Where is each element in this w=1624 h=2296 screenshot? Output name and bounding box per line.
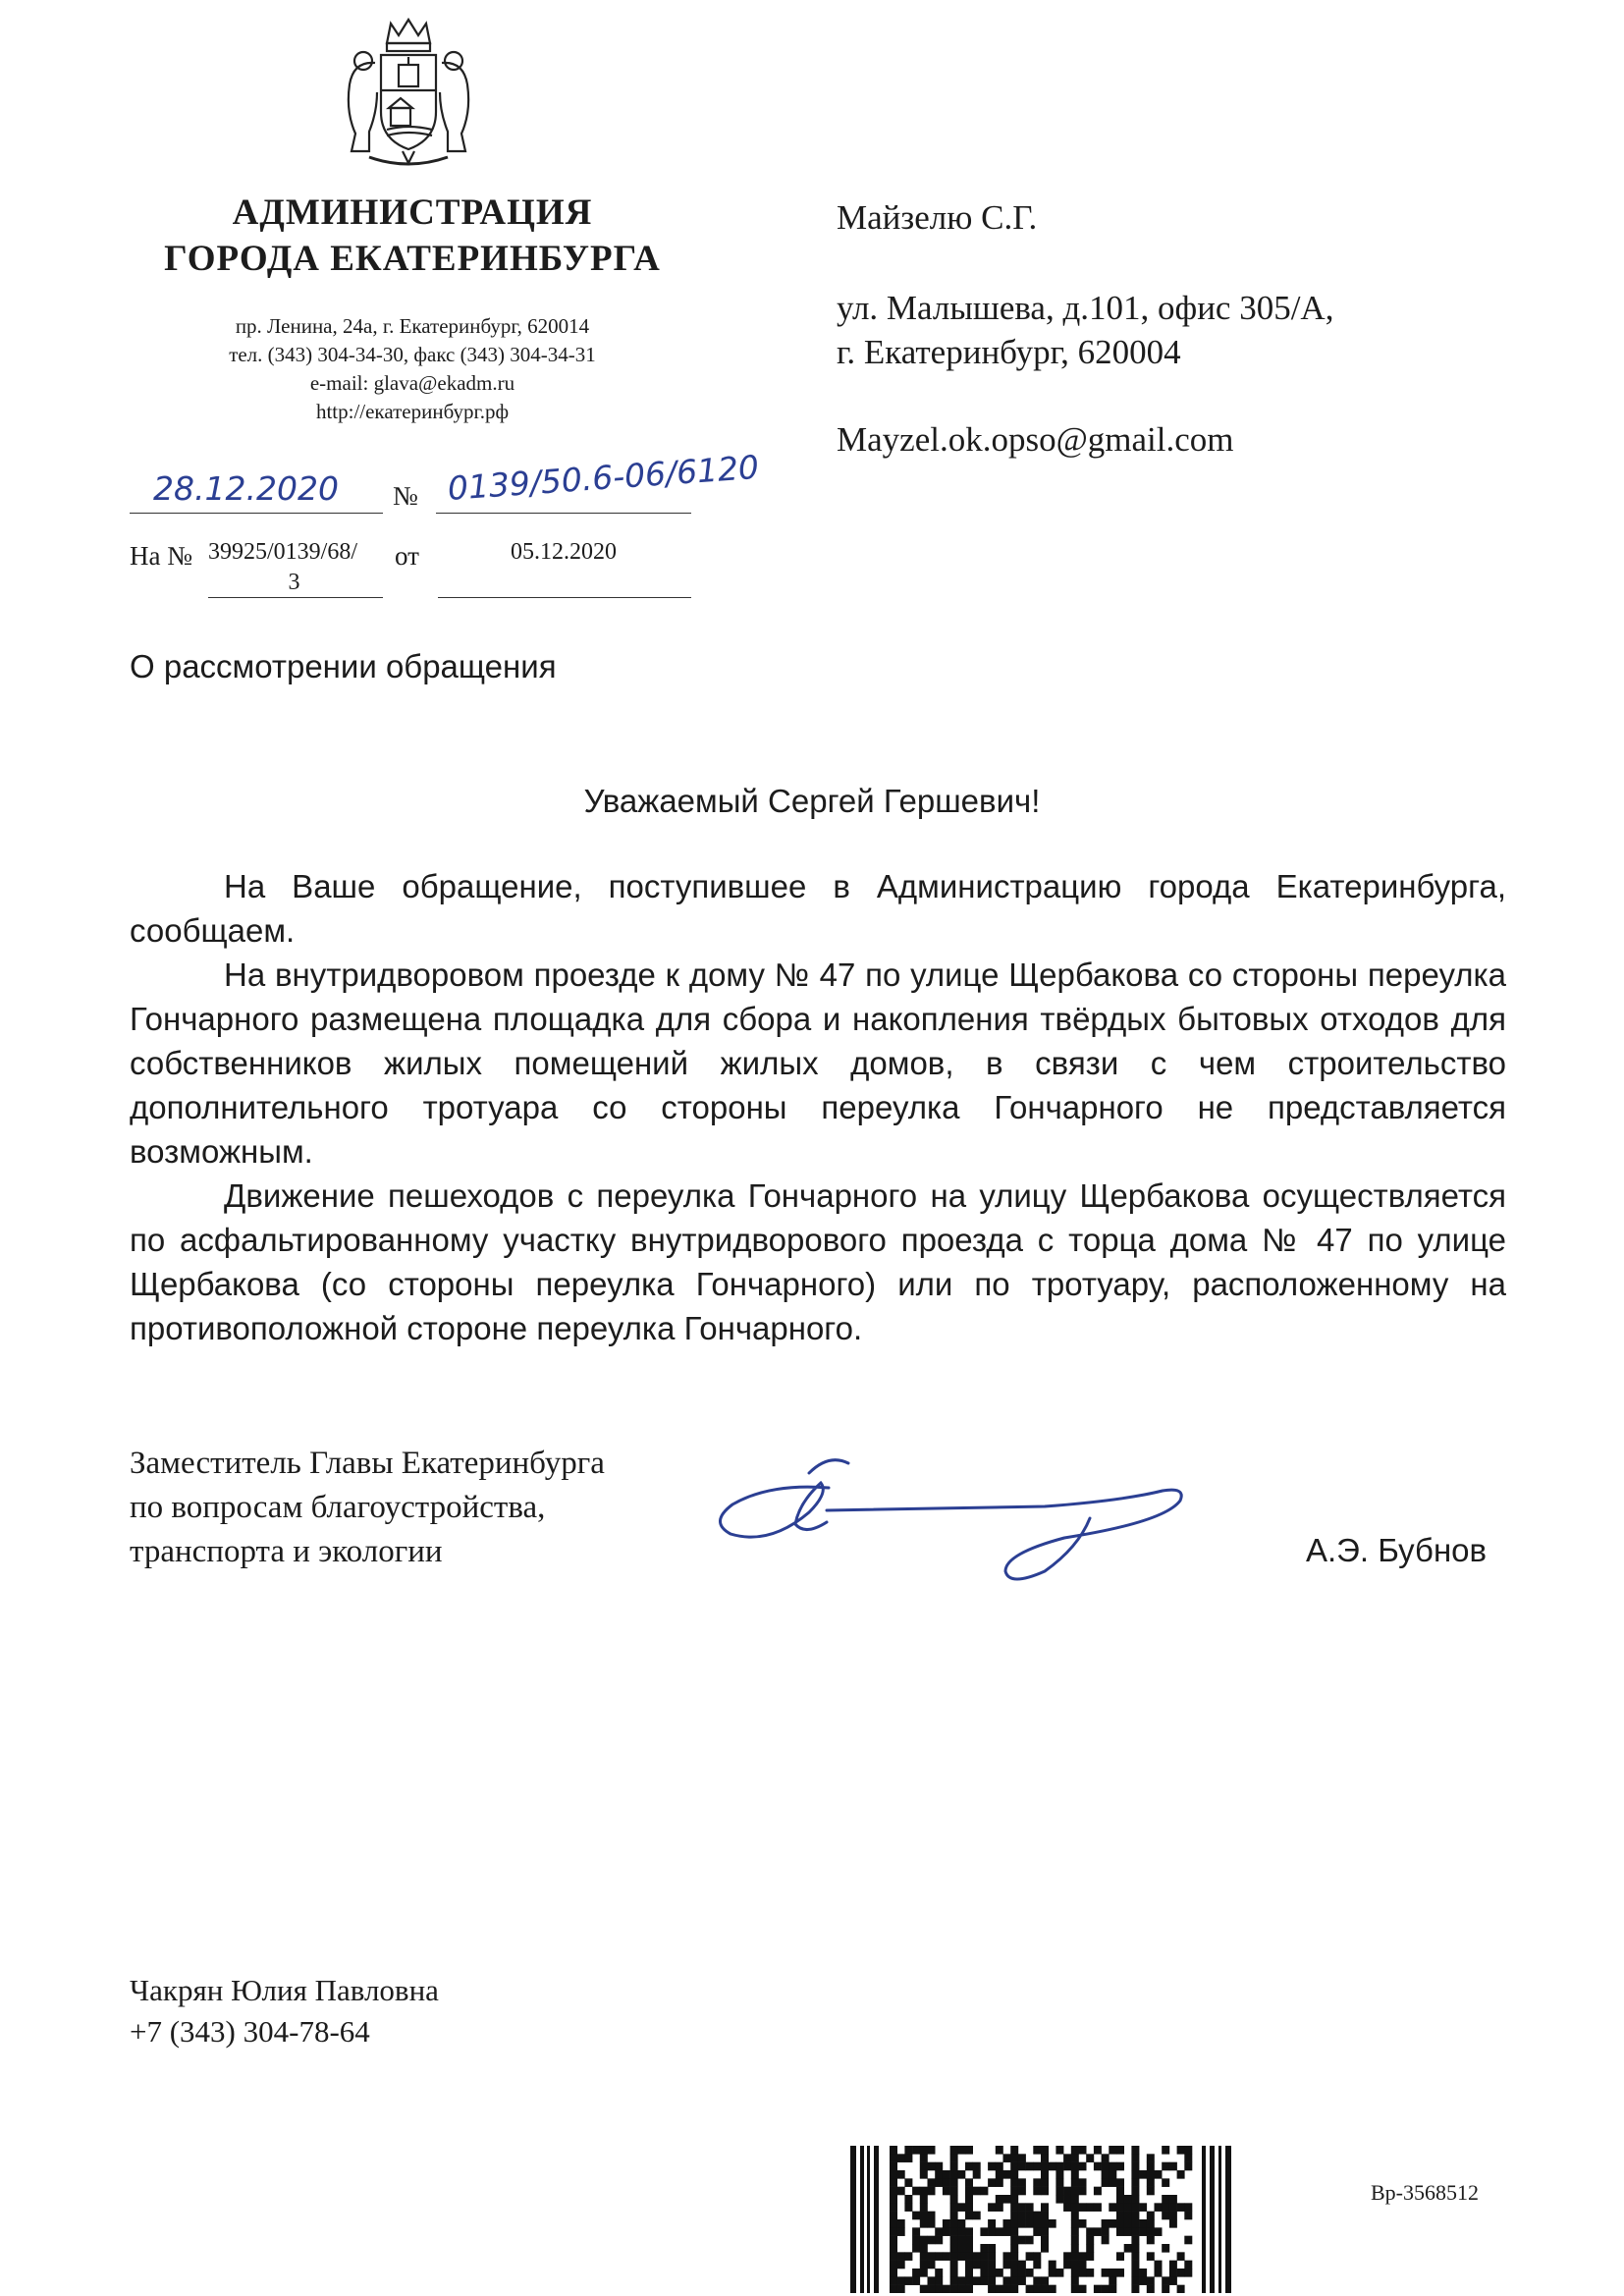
executor-phone: +7 (343) 304-78-64	[130, 2014, 370, 2049]
handwritten-signature-icon	[711, 1444, 1202, 1591]
paragraph: На внутридворовом проезде к дому № 47 по улице Щербакова со стороны переулка Гончарного размещена площадка для сбора и накопления твёрдых бытовых отходов для собственников жилых помещений жилых домов, в связи с чем строительство дополнительного тротуара со стороны переулка Гончарного не представляется возможным.	[130, 957, 1506, 1170]
reply-date-underline	[438, 597, 691, 598]
reply-label: На №	[130, 541, 192, 571]
letter-greeting: Уважаемый Сергей Гершевич!	[583, 783, 1041, 819]
signatory-title	[130, 1442, 605, 1574]
signatory-title-line2: по вопросам благоустройства,	[130, 1490, 546, 1525]
org-name-line2: ГОРОДА ЕКАТЕРИНБУРГА	[164, 239, 661, 279]
registration-number: 0139/50.6-06/6120	[446, 447, 761, 508]
letter-body	[130, 864, 1506, 1350]
letter-subject: О рассмотрении обращения	[130, 648, 557, 684]
org-email: e-mail: glava@ekadm.ru	[309, 371, 515, 395]
paragraph: Движение пешеходов с переулка Гончарного на улицу Щербакова осуществляется по асфальтированному участку внутридворового проезда с торца дома № 47 по улице Щербакова (со стороны переулка Гончарного) или по тротуару, расположенному на противоположной стороне переулка Гончарного.	[130, 1177, 1506, 1346]
registration-code: Вр-3568512	[1371, 2180, 1479, 2205]
number-underline	[436, 513, 691, 514]
signatory-title-line1: Заместитель Главы Екатеринбурга	[130, 1446, 605, 1481]
registration-date: 28.12.2020	[153, 469, 339, 508]
org-website: http://екатеринбург.рф	[315, 400, 510, 423]
recipient-city: г. Екатеринбург, 620004	[837, 333, 1181, 371]
recipient-street: ул. Малышева, д.101, офис 305/А,	[837, 289, 1334, 327]
date-underline	[130, 513, 383, 514]
recipient-email: Mayzel.ok.opso@gmail.com	[837, 420, 1234, 459]
executor-name: Чакрян Юлия Павловна	[130, 1973, 439, 2007]
barcode-icon	[850, 2146, 1231, 2293]
reply-date: 05.12.2020	[511, 539, 617, 565]
signatory-title-line3: транспорта и экологии	[130, 1534, 443, 1569]
org-address: пр. Ленина, 24а, г. Екатеринбург, 620014	[235, 314, 590, 338]
recipient-name: Майзелю С.Г.	[837, 198, 1038, 237]
paragraph: На Ваше обращение, поступившее в Администрацию города Екатеринбурга, сообщаем.	[130, 868, 1506, 949]
reply-number-underline	[208, 597, 383, 598]
number-label: №	[393, 481, 418, 511]
reply-number-line1: 39925/0139/68/	[208, 539, 358, 565]
coat-of-arms-icon	[330, 14, 487, 171]
executor-contact	[130, 1970, 439, 2052]
from-label: от	[395, 541, 419, 571]
reply-number-line2: 3	[288, 570, 300, 595]
org-phones: тел. (343) 304-34-30, факс (343) 304-34-31	[229, 343, 596, 366]
signatory-name: А.Э. Бубнов	[1306, 1532, 1488, 1568]
org-name-line1: АДМИНИСТРАЦИЯ	[232, 192, 593, 233]
